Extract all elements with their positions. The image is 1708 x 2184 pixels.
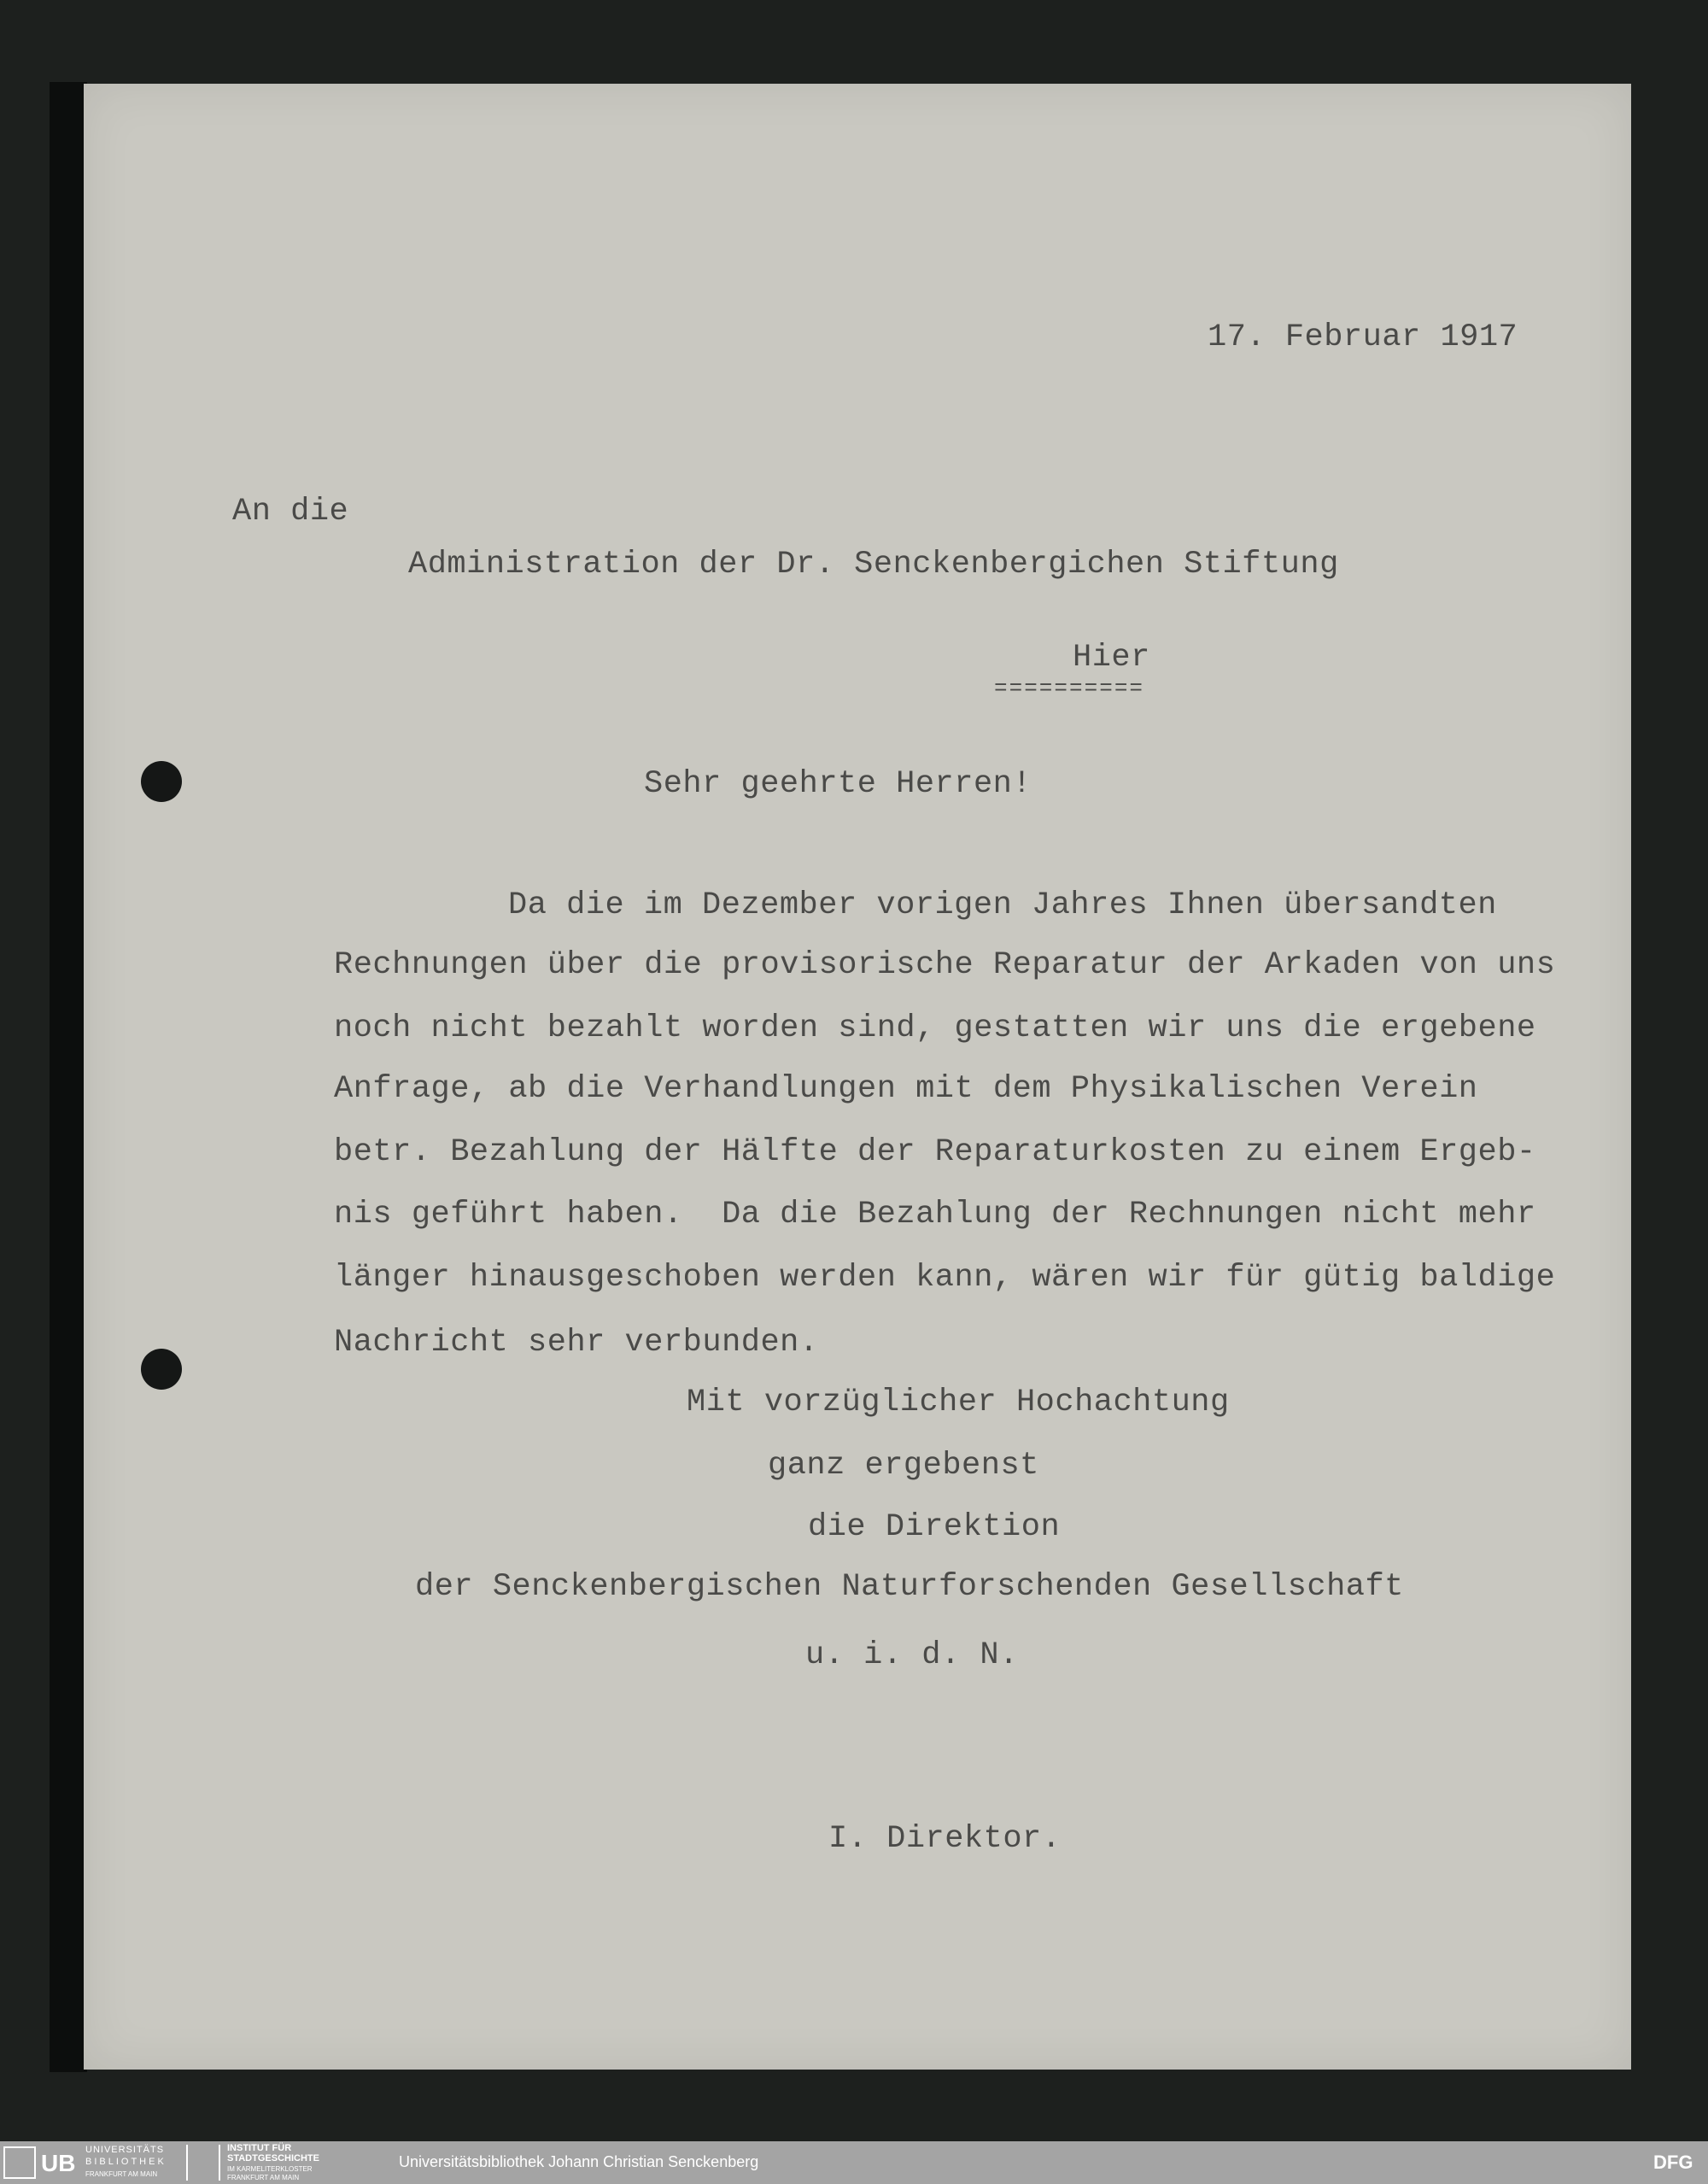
ub-logo-icon xyxy=(3,2146,36,2179)
body-line: Rechnungen über die provisorische Reparatur der Arkaden von uns xyxy=(334,947,1556,983)
greeting: Sehr geehrte Herren! xyxy=(644,766,1032,802)
isg-logo-icon xyxy=(186,2145,220,2181)
footer-bar xyxy=(0,2141,1708,2184)
dfg-logo: DFG xyxy=(1653,2152,1693,2173)
body-line: noch nicht bezahlt worden sind, gestatten wir uns die ergebene xyxy=(334,1010,1536,1046)
ub-logo-text: UB xyxy=(41,2150,76,2176)
place-underline: ========== xyxy=(994,676,1145,701)
ub-name: UNIVERSITÄTS xyxy=(85,2145,165,2155)
isg-name: STADTGESCHICHTE xyxy=(227,2153,319,2164)
isg-name: INSTITUT FÜR xyxy=(227,2143,292,2153)
sender-line: der Senckenbergischen Naturforschenden Gesellschaft xyxy=(415,1569,1404,1605)
place: Hier xyxy=(1073,640,1150,676)
sender-line: u. i. d. N. xyxy=(805,1637,1019,1673)
closing2: ganz ergebenst xyxy=(768,1448,1039,1484)
body-line: länger hinausgeschoben werden kann, wären wir für gütig baldige xyxy=(334,1260,1556,1296)
ub-name: BIBLIOTHEK xyxy=(85,2157,167,2167)
isg-name: FRANKFURT AM MAIN xyxy=(227,2174,300,2181)
recipient: Administration der Dr. Senckenbergichen Stiftung xyxy=(408,547,1339,583)
scan-shadow xyxy=(50,82,87,2072)
salutation-to: An die xyxy=(232,494,349,530)
ub-name: FRANKFURT AM MAIN xyxy=(85,2170,158,2178)
sender-line: die Direktion xyxy=(808,1509,1061,1545)
closing: Mit vorzüglicher Hochachtung xyxy=(687,1385,1230,1420)
library-name: Universitätsbibliothek Johann Christian Senckenberg xyxy=(399,2153,759,2170)
body-line: Nachricht sehr verbunden. xyxy=(334,1325,819,1361)
body-line: Anfrage, ab die Verhandlungen mit dem Physikalischen Verein xyxy=(334,1071,1478,1107)
body-line: Da die im Dezember vorigen Jahres Ihnen übersandten xyxy=(508,887,1497,923)
punch-hole xyxy=(141,761,182,802)
body-line: betr. Bezahlung der Hälfte der Reparaturkosten zu einem Ergeb- xyxy=(334,1134,1536,1170)
isg-name: IM KARMELITERKLOSTER xyxy=(227,2165,313,2173)
letter-date: 17. Februar 1917 xyxy=(1208,319,1518,355)
body-line: nis geführt haben. Da die Bezahlung der Rechnungen nicht mehr xyxy=(334,1197,1536,1233)
signature: I. Direktor. xyxy=(828,1821,1062,1857)
punch-hole xyxy=(141,1349,182,1390)
